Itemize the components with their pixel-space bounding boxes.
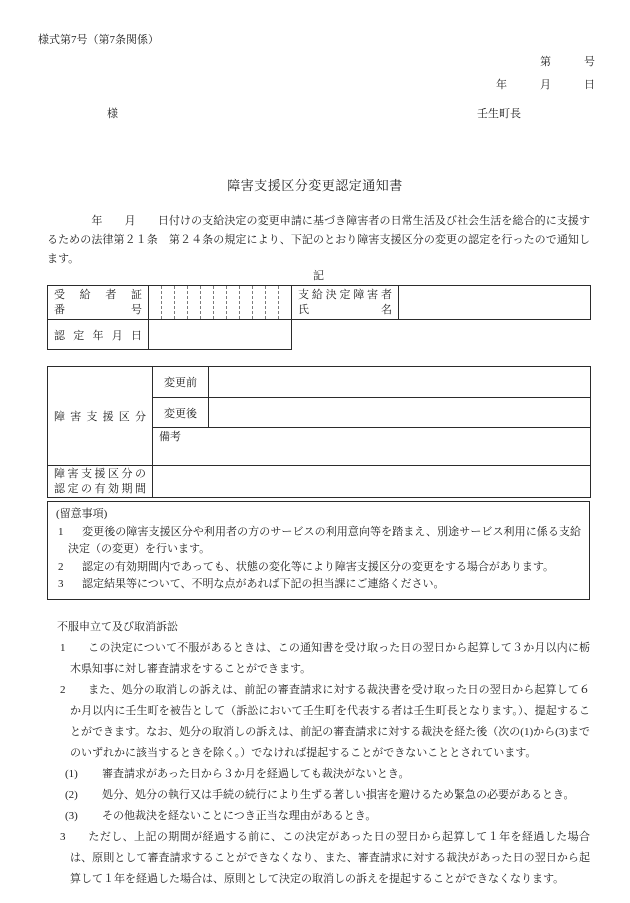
note-item-text: 認定の有効期間内であっても、状態の変化等により障害支援区分の変更をする場合があります。 xyxy=(82,560,555,573)
remarks-label: 備考 xyxy=(159,431,181,443)
note-item-number: 1 xyxy=(58,525,64,538)
digit-box xyxy=(187,286,200,319)
appeal-subitem-text: 処分、処分の執行又は手続の続行により生ずる著しい損害を避けるため緊急の必要があるとき。 xyxy=(102,788,575,801)
document-title: 障害支援区分変更認定通知書 xyxy=(227,178,403,193)
notes-box xyxy=(47,501,590,600)
appeal-subitem-number: (3) xyxy=(65,809,78,822)
appeal-subitem-number: (2) xyxy=(65,788,78,801)
cert-date-label: 認定年月日 xyxy=(48,320,149,350)
empty-area xyxy=(292,320,591,350)
appeal-item-text: ただし、上記の期間が経過する前に、この決定があった日の翌日から起算して１年を経過した場合は、原則として審査請求することができなくなり、また、審査請求に対する裁決があった日の翌日から起算して１年を経過した場合は、原則として決定の取消しの訴えを提起することができなくなります。 xyxy=(70,830,590,885)
document-header xyxy=(0,0,630,204)
appeal-subitem xyxy=(47,764,590,785)
appeal-subitem-text: 審査請求があった日から３か月を経過しても裁決がないとき。 xyxy=(102,767,410,780)
appeal-item-number: 3 xyxy=(60,830,66,843)
notes-heading: (留意事項) xyxy=(56,508,108,520)
appeal-subitem xyxy=(47,806,590,827)
appeal-subitem-number: (1) xyxy=(65,767,78,780)
before-change-label: 変更前 xyxy=(153,367,209,398)
digit-box xyxy=(213,286,226,319)
recipient-cert-number-boxes xyxy=(149,286,292,320)
digit-box xyxy=(278,286,291,319)
ki-label: 記 xyxy=(313,270,324,282)
validity-period-label: 障害支援区分の 認定の有効期間 xyxy=(48,466,153,498)
appeal-item xyxy=(47,638,590,680)
note-item xyxy=(56,559,581,577)
digit-box xyxy=(174,286,187,319)
category-table xyxy=(47,366,591,498)
note-item-text: 認定結果等について、不明な点があれば下記の担当課にご連絡ください。 xyxy=(82,578,445,590)
recipient-cert-number-label: 受給者証 番号 xyxy=(48,286,149,320)
date-line: 年 月 日 xyxy=(496,79,595,91)
appeal-subitem-text: その他裁決を経ないことにつき正当な理由があるとき。 xyxy=(102,809,377,822)
before-change-value xyxy=(209,367,591,398)
appeal-heading: 不服申立て及び取消訴訟 xyxy=(57,620,178,633)
note-item xyxy=(56,576,581,594)
note-item xyxy=(56,524,581,559)
appeal-section xyxy=(47,617,590,890)
cert-date-value xyxy=(149,320,292,350)
appeal-item-text: この決定について不服があるときは、この通知書を受け取った日の翌日から起算して３か月以内に栃木県知事に対し審査請求をすることができます。 xyxy=(70,641,590,675)
grantee-name-value xyxy=(399,286,591,320)
after-change-value xyxy=(209,398,591,428)
appeal-item-text: また、処分の取消しの訴えは、前記の審査請求に対する裁決書を受け取った日の翌日から起算して６か月以内に壬生町を被告として（訴訟において壬生町を代表する者は壬生町長となります。）、提起することができます。なお、処分の取消しの訴えは、前記の審査請求に対する裁決を経た後（次の(1)から(3)までのいずれかに該当するときを除く。）でなければ提起することができないこととされています。 xyxy=(70,683,590,759)
appeal-subitem xyxy=(47,785,590,806)
appeal-item xyxy=(47,680,590,764)
category-label: 障害支援区分 xyxy=(48,367,153,466)
form-number: 様式第7号（第7条関係） xyxy=(38,34,159,46)
grantee-name-label: 支給決定障害者 氏名 xyxy=(292,286,399,320)
digit-box xyxy=(149,286,161,319)
note-item-number: 2 xyxy=(58,560,64,573)
note-item-number: 3 xyxy=(58,578,64,590)
appeal-item-number: 2 xyxy=(60,683,66,696)
addressee-honorific: 様 xyxy=(107,108,118,120)
digit-box xyxy=(161,286,174,319)
issuer-name: 壬生町長 xyxy=(477,108,521,120)
recipient-table xyxy=(47,285,591,350)
intro-paragraph: 年 月 日付けの支給決定の変更申請に基づき障害者の日常生活及び社会生活を総合的に支援するための法律第２１条 第２４条の規定により、下記のとおり障害支援区分の変更の認定を行ったので通知します。 xyxy=(47,215,590,265)
digit-box xyxy=(200,286,213,319)
note-item-text: 変更後の障害支援区分や利用者の方のサービスの利用意向等を踏まえ、別途サービス利用に係る支給決定（の変更）を行います。 xyxy=(68,525,581,555)
document-number-line: 第 号 xyxy=(540,56,595,68)
digit-box xyxy=(265,286,278,319)
digit-box xyxy=(226,286,239,319)
appeal-item xyxy=(47,827,590,890)
validity-period-value xyxy=(153,466,591,498)
digit-box xyxy=(239,286,252,319)
appeal-item-number: 1 xyxy=(60,641,66,654)
after-change-label: 変更後 xyxy=(153,398,209,428)
digit-box xyxy=(252,286,265,319)
document-body xyxy=(47,212,590,890)
remarks-cell xyxy=(153,428,591,466)
